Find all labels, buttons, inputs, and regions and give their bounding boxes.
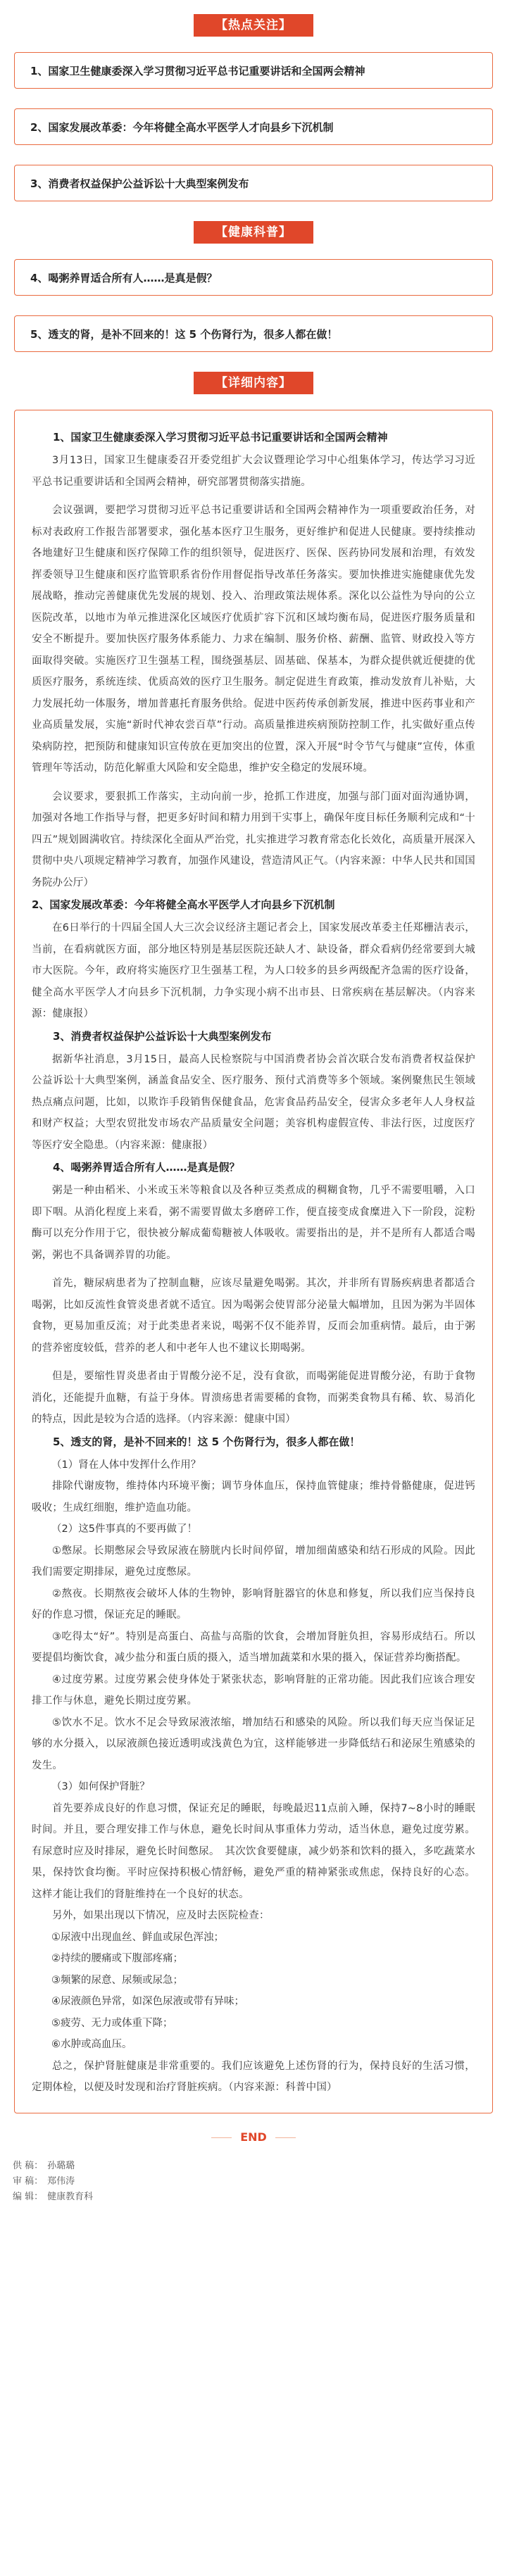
credit-line: [13, 2189, 507, 2205]
article-title: 2、国家发展改革委：今年将健全高水平医学人才向县乡下沉机制: [32, 898, 335, 911]
topic-card[interactable]: 5、透支的肾，是补不回来的！这 5 个伤肾行为，很多人都在做！: [14, 315, 493, 352]
details-section: [0, 372, 507, 394]
topic-card[interactable]: 4、喝粥养胃适合所有人……是真是假？: [14, 259, 493, 296]
health-science-list: [0, 244, 507, 352]
section-tag-details: 【详细内容】: [194, 372, 313, 394]
article-paragraph: 首先，糖尿病患者为了控制血糖，应该尽量避免喝粥。其次，并非所有胃肠疾病患者都适合喝粥，比如反流性食管炎患者就不适宜。因为喝粥会使胃部分泌量大幅增加，且因为粥为半固体食物，更易加重反流；对于此类患者来说，喝粥不仅不能养胃，反而会加重病情。最后，由于粥的营养密度较低，营养的老人和中老年人也不建议长期喝粥。: [32, 1278, 475, 1354]
article-paragraph: 总之，保护肾脏健康是非常重要的。我们应该避免上述伤肾的行为，保持良好的生活习惯，定期体检，以便及时发现和治疗肾脏疾病。（内容来源：科普中国）: [32, 2060, 475, 2093]
article-paragraph: 会议要求，要狠抓工作落实，主动向前一步，抢抓工作进度，加强与部门面对面沟通协调，加强对各地工作指导与督，把更多好时间和精力用到干实事上，确保年度目标任务顺利完成和“十四五”规划圆满收官。持续深化全面从严治党，扎实推进学习教育常态化长效化，高质量开展深入贯彻中央八项规定精神学习教育，加强作风建设，营造清风正气。（内容来源：中华人民共和国国务院办公厅）: [32, 791, 475, 888]
article-subheading: （3）如何保护肾脏？: [51, 1781, 150, 1792]
topic-card[interactable]: 2、国家发展改革委：今年将健全高水平医学人才向县乡下沉机制: [14, 108, 493, 145]
article-subheading: （1）肾在人体中发挥什么作用？: [51, 1459, 201, 1471]
credit-value: 孙璐璐: [47, 2160, 75, 2171]
hot-topics-section: [0, 14, 507, 37]
article-paragraph: ②熬夜。长期熬夜会破坏人体的生物钟，影响肾脏器官的休息和修复，所以我们应当保持良好的作息习惯，保证充足的睡眠。: [32, 1588, 475, 1621]
credit-label: 编 辑：: [13, 2191, 44, 2202]
credit-value: 健康教育科: [47, 2191, 94, 2202]
article-subheading: （2）这5件事真的不要再做了！: [51, 1523, 197, 1535]
credit-label: 审 稿：: [13, 2175, 44, 2187]
article-paragraph: 排除代谢废物，维持体内环境平衡；调节身体血压，保持血管健康；维持骨骼健康，促进钙吸收；生成红细胞，维护造血功能。: [32, 1481, 475, 1514]
credit-value: 郑伟涛: [47, 2175, 75, 2187]
article-paragraph: 但是，要缩性胃炎患者由于胃酸分泌不足，没有食欲，而喝粥能促进胃酸分泌，有助于食物消化，还能提升血糖，有益于身体。胃溃疡患者需要稀的食物，而粥类食物具有稀、软、易消化的特点，因此是较为合适的选择。（内容来源：健康中国）: [32, 1371, 475, 1425]
article-paragraph: 在6日举行的十四届全国人大三次会议经济主题记者会上，国家发展改革委主任郑栅洁表示，当前，在看病就医方面，部分地区特别是基层医院还缺人才、缺设备，群众看病仍经常要到大城市大医院。今年，政府将实施医疗卫生强基工程，为人口较多的县乡两级配齐急需的医疗设备，健全高水平医学人才向县乡下沉机制，力争实现小病不出市县、日常疾病在基层解决。（内容来源：健康报）: [32, 922, 475, 1019]
end-divider: [0, 2123, 507, 2151]
symptom-item: ③频繁的尿意、尿频或尿急；: [51, 1974, 183, 1986]
article-title: 5、透支的肾，是补不回来的！这 5 个伤肾行为，很多人都在做！: [53, 1435, 361, 1448]
end-label: END: [232, 2123, 275, 2151]
article-paragraph: ④过度劳累。过度劳累会使身体处于紧张状态，影响肾脏的正常功能。因此我们应该合理安排工作与休息，避免长期过度劳累。: [32, 1673, 475, 1707]
article-paragraph: 首先要养成良好的作息习惯，保证充足的睡眠，每晚最迟11点前入睡，保持7~8小时的睡眠时间。并且，要合理安排工作与休息，避免长时间从事重体力劳动，适当休息，避免过度劳累。有尿意时应及时排尿，避免长时间憋尿。 其次饮食要健康，减少奶茶和饮料的摄入，多吃蔬菜水果，保持饮食均衡。平时应保持积极心情舒畅，避免严重的精神紧张或焦虑，保持良好的心态。这样才能让我们的肾脏维持在一个良好的状态。: [32, 1802, 475, 1900]
article-paragraph: ⑤饮水不足。饮水不足会导致尿液浓缩，增加结石和感染的风险。所以我们每天应当保证足够的水分摄入，以尿液颜色接近透明或浅黄色为宜，这样能够进一步降低结石和泌尿生殖感染的发生。: [32, 1716, 475, 1771]
symptom-item: ②持续的腰痛或下腹部疼痛；: [51, 1953, 183, 1964]
topic-card[interactable]: 1、国家卫生健康委深入学习贯彻习近平总书记重要讲话和全国两会精神: [14, 52, 493, 89]
credit-line: [13, 2159, 507, 2174]
hot-topics-list: [0, 37, 507, 201]
article-title: 4、喝粥养胃适合所有人……是真是假？: [53, 1161, 240, 1174]
credit-label: 供 稿：: [13, 2160, 44, 2171]
article-paragraph: 3月13日，国家卫生健康委召开委党组扩大会议暨理论学习中心组集体学习，传达学习习近平总书记重要讲话和全国两会精神，研究部署贯彻落实措施。: [32, 455, 475, 488]
article-paragraph: ①憋尿。长期憋尿会导致尿液在膀胱内长时间停留，增加细菌感染和结石形成的风险。因此我们需要定期排尿，避免过度憋尿。: [32, 1545, 475, 1578]
section-tag-hot-topics: 【热点关注】: [194, 14, 313, 37]
article-paragraph: ③吃得太“好”。特别是高蛋白、高盐与高脂的饮食，会增加肾脏负担，容易形成结石。所以要提倡均衡饮食，减少盐分和蛋白质的摄入，适当增加蔬菜和水果的摄入，保证营养均衡搭配。: [32, 1631, 475, 1664]
credits-block: [0, 2151, 507, 2205]
symptom-item: ⑤疲劳、无力或体重下降；: [51, 2017, 173, 2029]
symptom-item: ④尿液颜色异常，如深色尿液或带有异味；: [51, 1996, 244, 2007]
credit-line: [13, 2174, 507, 2189]
article-paragraph: 会议强调，要把学习贯彻习近平总书记重要讲话和全国两会精神作为一项重要政治任务，对标对表政府工作报告部署要求，强化基本医疗卫生服务，更好维护和促进人民健康。要持续推动各地建好卫生健康和医疗保障工作的组织领导，促进医疗、医保、医药协同发展和治理，有效发挥委领导卫生健康和医疗监管职系省份作用督促指导改革任务落实。要加快推进实施健康优先发展战略，推动完善健康优先发展的规划、投入、治理政策法规体系。深化以公益性为导向的公立医院改革，以地市为单元推进深化区域医疗优质扩容下沉和区域均衡布局，促进医疗服务质量和安全不断提升。要加快医疗服务体系能力、力求在编制、服务价格、薪酬、监管、财政投入等方面取得突破。实施医疗卫生强基工程，围绕强基层、固基础、保基本，为群众提供就近便捷的优质医疗服务，系统连续、优质高效的医疗卫生服务。制定促进生育政策，推动发放育儿补贴，大力发展托幼一体服务，增加普惠托育服务供给。促进中医药传承创新发展，推进中医药事业和产业高质量发展，实施“新时代神农尝百草”行动。高质量推进疾病预防控制工作，扎实做好重点传染病防控，把预防和健康知识宣传放在更加突出的位置，深入开展“时令节气与健康”宣传，体重管理年等活动，防范化解重大风险和安全隐患，维护安全稳定的发展环境。: [32, 505, 475, 774]
topic-card[interactable]: 3、消费者权益保护公益诉讼十大典型案例发布: [14, 165, 493, 201]
article-title: 3、消费者权益保护公益诉讼十大典型案例发布: [53, 1029, 272, 1043]
health-science-section: [0, 221, 507, 244]
article-paragraph: 据新华社消息，3月15日，最高人民检察院与中国消费者协会首次联合发布消费者权益保护公益诉讼十大典型案例，涵盖食品安全、医疗服务、预付式消费等多个领域。案例聚焦民生领域热点痛点问题，比如，以欺诈手段销售保健食品，危害食品药品安全，侵害众多老年人人身权益和财产权益；大型农贸批发市场农产品质量安全问题；美容机构虚假宣传、非法行医，过度医疗等医疗安全隐患。（内容来源：健康报）: [32, 1053, 475, 1151]
article-paragraph: 另外，如果出现以下情况，应及时去医院检查：: [52, 1910, 270, 1921]
symptom-item: ①尿液中出现血丝、鲜血或尿色浑浊；: [51, 1931, 224, 1943]
details-content-box: [14, 410, 493, 2113]
article-title: 1、国家卫生健康委深入学习贯彻习近平总书记重要讲话和全国两会精神: [53, 431, 388, 444]
section-tag-health-science: 【健康科普】: [194, 221, 313, 244]
article-paragraph: 粥是一种由稻米、小米或玉米等粮食以及各种豆类煮成的稠糊食物，几乎不需要咀嚼，入口即下咽。从消化程度上来看，粥不需要胃做太多磨碎工作，便直接变成食糜进入下一阶段，淀粉酶可以充分作用于它，很快被分解成葡萄糖被人体吸收。需要指出的是，并不是所有人都适合喝粥，粥也不具备调养胃的功能。: [32, 1185, 475, 1261]
symptom-item: ⑥水肿或高血压。: [51, 2039, 132, 2050]
